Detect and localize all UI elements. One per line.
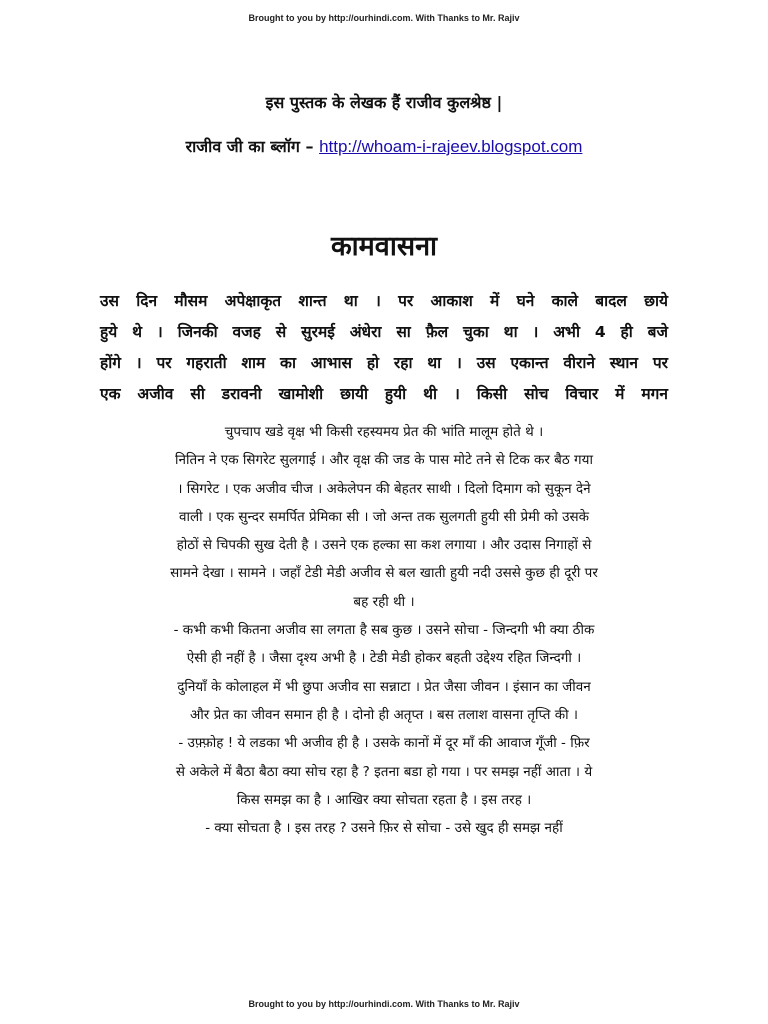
blog-label: राजीव जी का ब्लॉग –	[185, 137, 314, 156]
body-line: - उफ़्फ़ोह ! ये लडका भी अजीव ही है । उसके कानों में दूर माँ की आवाज गूँजी - फ़िर	[178, 735, 590, 752]
body-line: सामने देखा । सामने । जहाँ टेडी मेडी अजीव से बल खाती हुयी नदी उससे कुछ ही दूरी पर	[170, 565, 598, 582]
opening-line: होंगे । पर गहराती शाम का आभास हो रहा था । उस एकान्त वीराने स्थान पर	[100, 354, 668, 372]
body-line: चुपचाप खडे वृक्ष भी किसी रहस्यमय प्रेत की भांति मालूम होते थे ।	[224, 424, 544, 440]
body-line: और प्रेत का जीवन समान ही है । दोनो ही अतृप्त । बस तलाश वासना तृप्ति की ।	[190, 706, 578, 723]
page-footer: Brought to you by http://ourhindi.com. With Thanks to Mr. Rajiv	[248, 999, 520, 1009]
opening-line: उस दिन मौसम अपेक्षाकृत शान्त था । पर आकाश में घने काले बादल छाये	[100, 292, 668, 310]
body-line: नितिन ने एक सिगरेट सुलगाई । और वृक्ष की जड के पास मोटे तने से टिक कर बैठ गया	[175, 452, 593, 469]
body-line: बह रही थी ।	[353, 593, 415, 610]
body-line: वाली । एक सुन्दर समर्पित प्रेमिका सी । जो अन्त तक सुलगती हुयी सी प्रेमी को उसके	[178, 508, 590, 525]
opening-line: हुये थे । जिनकी वजह से सुरमई अंधेरा सा फ़ैल चुका था । अभी 4 ही बजे	[100, 323, 668, 341]
body-line: से अकेले में बैठा बैठा क्या सोच रहा है ? इतना बडा हो गया । पर समझ नहीं आता । ये	[175, 763, 593, 780]
body-line: ऐसी ही नहीं है । जैसा दृश्य अभी है । टेडी मेडी होकर बहती उद्देश्य रहित जिन्दगी ।	[186, 650, 582, 667]
story-body	[96, 418, 672, 842]
author-line: इस पुस्तक के लेखक हैं राजीव कुलश्रेष्ठ |	[265, 93, 503, 112]
page-header: Brought to you by http://ourhindi.com. With Thanks to Mr. Rajiv	[248, 13, 520, 23]
body-line: किस समझ का है । आखिर क्या सोचता रहता है । इस तरह ।	[236, 791, 532, 808]
chapter-title: कामवासना	[330, 231, 438, 262]
blog-link[interactable]: http://whoam-i-rajeev.blogspot.com	[319, 137, 583, 156]
body-line: - क्या सोचता है । इस तरह ? उसने फ़िर से सोचा - उसे खुद ही समझ नहीं	[205, 820, 563, 837]
body-line: - कभी कभी कितना अजीव सा लगता है सब कुछ । उसने सोचा - जिन्दगी भी क्या ठीक	[173, 622, 595, 639]
opening-line: एक अजीव सी डरावनी खामोशी छायी हुयी थी । किसी सोच विचार में मगन	[100, 385, 668, 403]
body-line: होठों से चिपकी सुख देती है । उसने एक हल्का सा कश लगाया । और उदास निगाहों से	[176, 537, 592, 554]
blog-line	[0, 135, 768, 157]
body-line: दुनियाँ के कोलाहल में भी छुपा अजीव सा सन्नाटा । प्रेत जैसा जीवन । इंसान का जीवन	[177, 678, 591, 695]
body-line: । सिगरेट । एक अजीव चीज । अकेलेपन की बेहतर साथी । दिलो दिमाग को सुकून देने	[177, 480, 591, 497]
opening-paragraph	[100, 286, 668, 410]
